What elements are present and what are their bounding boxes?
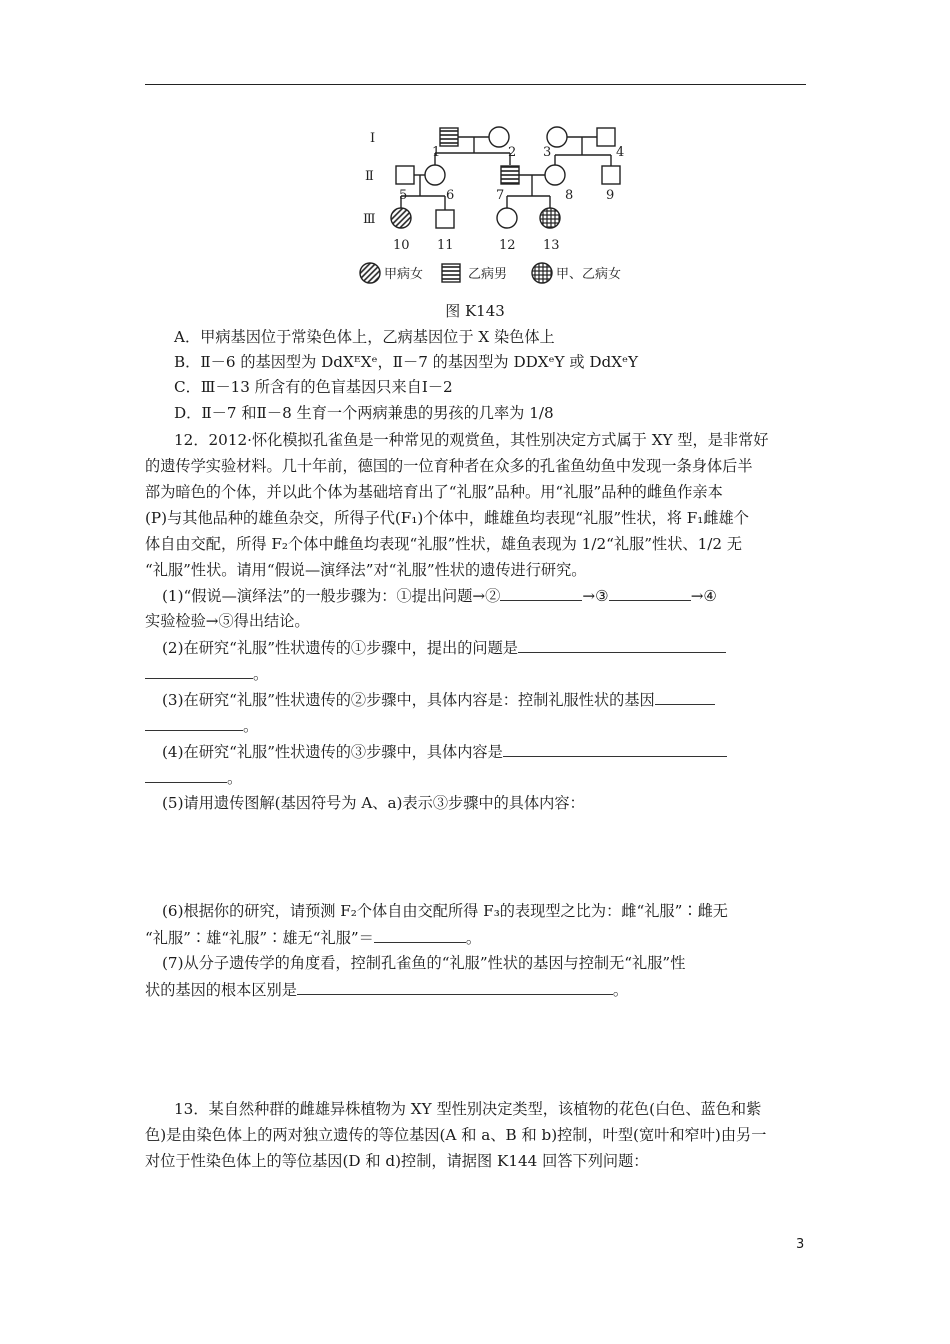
q12-part1-cont: 实验检验→⑤得出结论。	[145, 612, 310, 630]
option-d: D．Ⅱ－7 和Ⅱ－8 生育一个两病兼患的男孩的几率为 1/8	[174, 404, 554, 422]
answer-blank-q3-cont[interactable]	[145, 714, 243, 731]
q12-part6: (6)根据你的研究，请预测 F₂个体自由交配所得 F₃的表现型之比为：雌“礼服”∶雌无	[162, 902, 728, 920]
option-a: A．甲病基因位于常染色体上，乙病基因位于 X 染色体上	[174, 328, 555, 346]
header-rule	[145, 84, 806, 85]
q12-stem-line: 体自由交配，所得 F₂个体中雌鱼均表现“礼服”性状，雄鱼表现为 1/2“礼服”性状、1/2 无	[145, 535, 743, 553]
q13-stem-line: 13．某自然种群的雌雄异株植物为 XY 型性别决定类型，该植物的花色(白色、蓝色和紫	[174, 1100, 762, 1118]
q12-part7-text: 状的基因的根本区别是	[145, 981, 297, 999]
q12-stem-line: 部为暗色的个体，并以此个体为基础培育出了“礼服”品种。用“礼服”品种的雌鱼作亲本	[145, 483, 723, 501]
answer-blank-q6[interactable]	[374, 926, 466, 943]
legend-label: 乙病男	[468, 267, 508, 282]
answer-blank-step3[interactable]	[609, 584, 691, 601]
q12-part2	[162, 636, 827, 659]
pedigree-chart	[350, 118, 640, 293]
individual-id: 4	[616, 145, 625, 160]
q12-part3-cont	[145, 714, 810, 737]
legend-label: 甲病女	[384, 267, 424, 282]
q12-stem-line: 12．2012·怀化模拟孔雀鱼是一种常见的观赏鱼，其性别决定方式属于 XY 型，是非常好	[174, 431, 769, 449]
figure-caption: 图 K143	[445, 302, 505, 320]
individual-id: 11	[437, 238, 454, 253]
answer-blank-q2-cont[interactable]	[145, 662, 253, 679]
answer-blank-q4-cont[interactable]	[145, 766, 227, 783]
individual-id: 7	[496, 188, 505, 203]
q12-part1-arrow: →④	[690, 587, 718, 605]
q12-part5: (5)请用遗传图解(基因符号为 A、a)表示③步骤中的具体内容：	[162, 794, 585, 812]
q12-part1-text: (1)“假说—演绎法”的一般步骤为：①提出问题→②	[162, 587, 501, 605]
q12-stem-line: 的遗传学实验材料。几十年前，德国的一位育种者在众多的孔雀鱼幼鱼中发现一条身体后半	[145, 457, 753, 475]
individual-id: 3	[543, 145, 552, 160]
period: 。	[227, 769, 243, 787]
individual-id: 12	[499, 238, 516, 253]
q12-part7-cont	[145, 978, 810, 1001]
q12-stem-line: (P)与其他品种的雄鱼杂交，所得子代(F₁)个体中，雌雄鱼均表现“礼服”性状，将 F₁雌雄个	[145, 509, 749, 527]
individual-id: 13	[543, 238, 560, 253]
period: 。	[612, 981, 629, 999]
option-b: B．Ⅱ－6 的基因型为 DdXᴱXᵉ，Ⅱ－7 的基因型为 DDXᵉY 或 DdXᵉY	[174, 353, 638, 371]
individual-id: 6	[446, 188, 455, 203]
q12-part2-text: (2)在研究“礼服”性状遗传的①步骤中，提出的问题是	[162, 639, 518, 657]
individual-id: 10	[393, 238, 410, 253]
q13-stem-line: 对位于性染色体上的等位基因(D 和 d)控制，请据图 K144 回答下列问题：	[145, 1152, 649, 1170]
period: 。	[253, 665, 269, 683]
q13-stem-line: 色)是由染色体上的两对独立遗传的等位基因(A 和 a、B 和 b)控制，叶型(宽叶和窄叶)由另一	[145, 1126, 767, 1144]
answer-blank-step2[interactable]	[500, 584, 582, 601]
individual-id: 1	[432, 145, 441, 160]
q12-part6-text: “礼服”∶雄“礼服”∶雄无“礼服”＝	[145, 929, 374, 947]
q12-part3	[162, 688, 827, 711]
answer-blank-q3[interactable]	[655, 688, 715, 705]
q12-part7: (7)从分子遗传学的角度看，控制孔雀鱼的“礼服”性状的基因与控制无“礼服”性	[162, 954, 686, 972]
period: 。	[465, 929, 482, 947]
q12-part4	[162, 740, 827, 763]
q12-part1-arrow: →③	[582, 587, 609, 605]
individual-id: 8	[565, 188, 574, 203]
q12-part2-cont	[145, 662, 810, 685]
answer-blank-q4[interactable]	[503, 740, 727, 757]
legend-label: 甲、乙病女	[556, 267, 622, 282]
q12-part6-cont	[145, 926, 810, 949]
q12-part4-text: (4)在研究“礼服”性状遗传的③步骤中，具体内容是	[162, 743, 503, 761]
option-c: C．Ⅲ－13 所含有的色盲基因只来自Ⅰ－2	[174, 378, 453, 396]
individual-id: 2	[508, 145, 517, 160]
q12-part3-text: (3)在研究“礼服”性状遗传的②步骤中，具体内容是：控制礼服性状的基因	[162, 691, 655, 709]
answer-blank-q7[interactable]	[297, 978, 613, 995]
page-number: 3	[796, 1237, 805, 1252]
individual-id: 9	[606, 188, 615, 203]
generation-label-2: Ⅱ	[365, 169, 374, 184]
individual-id: 5	[399, 188, 408, 203]
q12-part4-cont	[145, 766, 810, 789]
answer-blank-q2[interactable]	[518, 636, 726, 653]
generation-label-1: Ⅰ	[370, 131, 376, 146]
q12-stem-line: “礼服”性状。请用“假说—演绎法”对“礼服”性状的遗传进行研究。	[145, 561, 587, 579]
period: 。	[243, 717, 259, 735]
generation-label-3: Ⅲ	[363, 212, 376, 227]
q12-part1	[162, 584, 827, 607]
